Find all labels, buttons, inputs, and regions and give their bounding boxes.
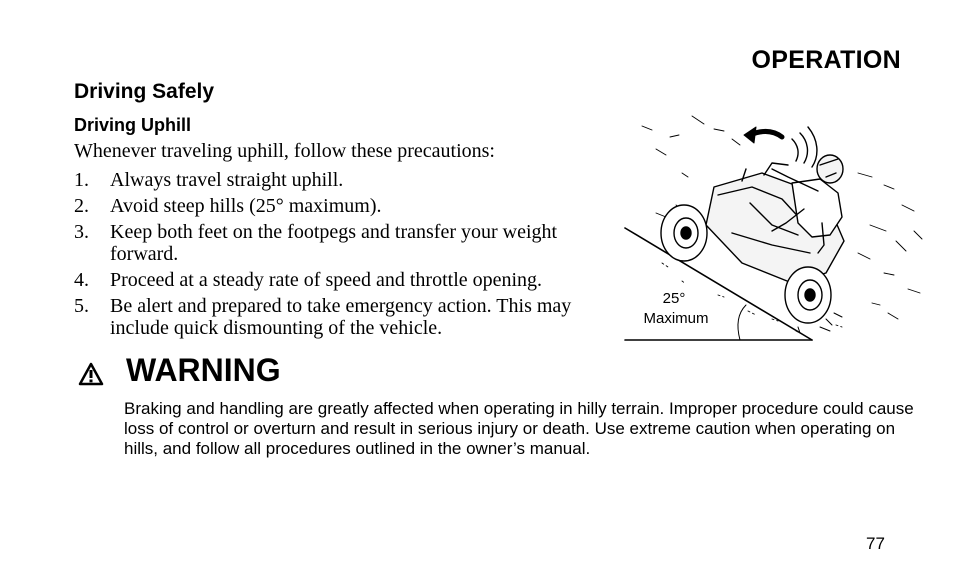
section-header: OPERATION — [751, 46, 901, 74]
list-text: Always travel straight uphill. — [110, 169, 344, 191]
warning-title: WARNING — [126, 352, 281, 388]
angle-caption: Maximum — [643, 310, 709, 327]
precautions-list — [74, 169, 614, 343]
front-wheel — [661, 205, 707, 261]
angle-arc — [738, 305, 746, 340]
list-number: 3. — [74, 221, 89, 243]
list-item — [74, 169, 614, 191]
list-number: 1. — [74, 169, 89, 191]
warning-text: Braking and handling are greatly affected when operating in hilly terrain. Improper procedure could cause loss of control or overturn and result in serious injury or death. Use extreme caution when operating on hills, and follow all procedures outlined in the owner’s manual. — [124, 399, 914, 458]
subheading: Driving Uphill — [74, 115, 191, 135]
list-item — [74, 195, 614, 217]
atv-uphill-illustration — [622, 113, 928, 345]
page-number: 77 — [866, 534, 885, 553]
list-number: 4. — [74, 269, 89, 291]
angle-label: 25° — [662, 290, 686, 307]
intro-text: Whenever traveling uphill, follow these precautions: — [74, 140, 495, 162]
list-number: 5. — [74, 295, 89, 317]
motion-arrow-head — [744, 127, 756, 143]
list-text: Proceed at a steady rate of speed and throttle opening. — [110, 269, 543, 291]
list-text: Keep both feet on the footpegs and transfer your weight forward. — [110, 221, 558, 265]
rear-wheel — [785, 267, 831, 323]
list-item — [74, 295, 614, 339]
list-number: 2. — [74, 195, 89, 217]
list-text: Be alert and prepared to take emergency action. This may include quick dismounting of the vehicle. — [110, 295, 572, 339]
warning-triangle-icon — [78, 362, 104, 386]
motion-lines — [792, 127, 817, 167]
list-text: Avoid steep hills (25° maximum). — [110, 195, 382, 217]
list-item — [74, 221, 614, 265]
list-item — [74, 269, 614, 291]
page-heading: Driving Safely — [74, 80, 215, 103]
